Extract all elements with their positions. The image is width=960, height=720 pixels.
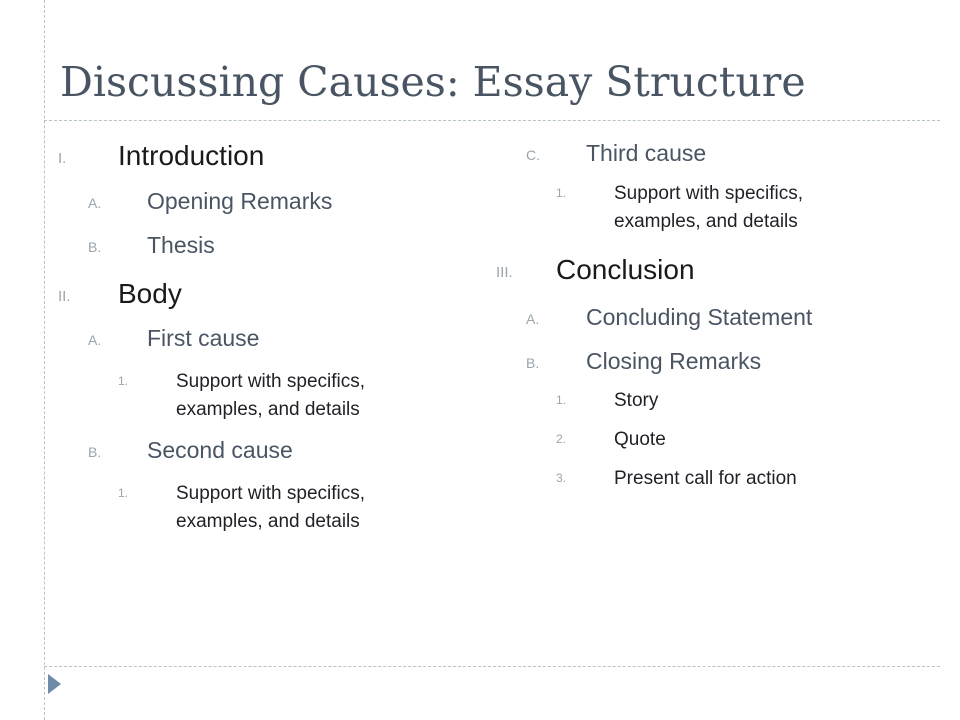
item-number: A.	[88, 195, 102, 211]
item-number: I.	[58, 150, 67, 167]
item-label: Body	[118, 278, 182, 309]
item-number: 1.	[556, 393, 567, 407]
item-number: 1.	[556, 186, 567, 200]
item-label-line-2: examples, and details	[176, 399, 360, 420]
item-number: 2.	[556, 432, 567, 446]
item-number: C.	[526, 147, 540, 163]
item-label-line-2: examples, and details	[176, 511, 360, 532]
item-label: Quote	[614, 429, 666, 450]
title-divider	[44, 120, 940, 121]
item-number: 1.	[118, 486, 129, 500]
item-label-line-2: examples, and details	[614, 211, 798, 232]
triangle-right-icon	[48, 674, 61, 694]
item-label: Present call for action	[614, 468, 797, 489]
item-number: A.	[88, 332, 102, 348]
item-number: A.	[526, 311, 540, 327]
item-number: B.	[88, 239, 102, 255]
item-label: Story	[614, 390, 659, 411]
item-label: Third cause	[586, 140, 707, 166]
item-number: III.	[496, 264, 513, 281]
item-label: Closing Remarks	[586, 348, 762, 374]
item-label: Conclusion	[556, 254, 695, 285]
slide-title: Discussing Causes: Essay Structure	[60, 58, 806, 106]
item-number: B.	[88, 444, 102, 460]
item-number: B.	[526, 355, 540, 371]
item-label: First cause	[147, 325, 260, 351]
item-label: Second cause	[147, 437, 293, 463]
item-number: II.	[58, 288, 71, 305]
item-label: Introduction	[118, 140, 265, 171]
item-label-line-1: Support with specifics,	[614, 183, 804, 204]
item-label: Opening Remarks	[147, 188, 333, 214]
item-label-line-1: Support with specifics,	[176, 371, 366, 392]
item-number: 1.	[118, 374, 129, 388]
guide-vertical-line	[44, 0, 45, 720]
item-label-line-1: Support with specifics,	[176, 483, 366, 504]
footer-divider	[44, 666, 940, 667]
item-number: 3.	[556, 471, 567, 485]
item-label: Thesis	[147, 232, 215, 258]
item-label: Concluding Statement	[586, 304, 813, 330]
